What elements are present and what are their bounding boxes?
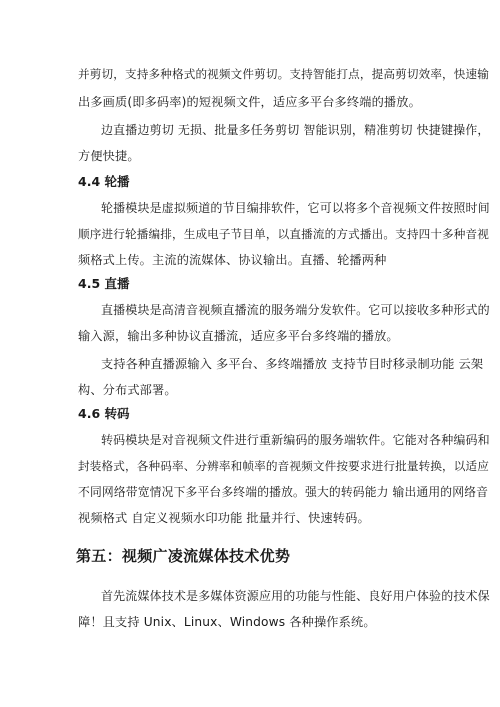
section-heading-5: 第五：视频广凌流媒体技术优势	[76, 547, 291, 565]
paragraph-line: 构、分布式部署。	[78, 383, 177, 397]
paragraph-line: 转码模块是对音视频文件进行重新编码的服务端软件。它能对各种编码和	[101, 433, 490, 447]
paragraph-line: 视频格式 自定义视频水印功能 批量并行、快速转码。	[78, 511, 370, 525]
section-heading-4-5: 4.5 直播	[78, 276, 130, 291]
paragraph-line: 支持各种直播源输入 多平台、多终端播放 支持节目时移录制功能 云架	[101, 357, 484, 371]
paragraph-line: 首先流媒体技术是多媒体资源应用的功能与性能、良好用户体验的技术保	[101, 589, 490, 603]
paragraph-line: 频格式上传。主流的流媒体、协议输出。直播、轮播两种	[78, 253, 387, 267]
paragraph-line: 封装格式，各种码率、分辨率和帧率的音视频文件按要求进行批量转换，以适应	[78, 459, 490, 473]
paragraph-line: 顺序进行轮播编排，生成电子节目单，以直播流的方式播出。支持四十多种音视	[78, 227, 490, 241]
paragraph-line: 障！且支持 Unix、Linux、Windows 各种操作系统。	[78, 615, 376, 629]
paragraph-line: 直播模块是高清音视频直播流的服务端分发软件。它可以接收多种形式的	[101, 303, 490, 317]
paragraph-line: 不同网络带宽情况下多平台多终端的播放。强大的转码能力 输出通用的网络音	[78, 485, 489, 499]
paragraph-line: 方便快捷。	[78, 149, 140, 163]
paragraph-line: 边直播边剪切 无损、批量多任务剪切 智能识别，精准剪切 快捷键操作，	[101, 123, 490, 137]
paragraph-line: 出多画质(即多码率)的短视频文件，适应多平台多终端的播放。	[78, 95, 421, 109]
paragraph-line: 输入源，输出多种协议直播流，适应多平台多终端的播放。	[78, 329, 399, 343]
section-heading-4-4: 4.4 轮播	[78, 174, 130, 189]
paragraph-line: 轮播模块是虚拟频道的节目编排软件，它可以将多个音视频文件按照时间	[101, 201, 490, 215]
paragraph-line: 并剪切，支持多种格式的视频文件剪切。支持智能打点，提高剪切效率，快速输	[78, 67, 490, 81]
section-heading-4-6: 4.6 转码	[78, 406, 130, 421]
